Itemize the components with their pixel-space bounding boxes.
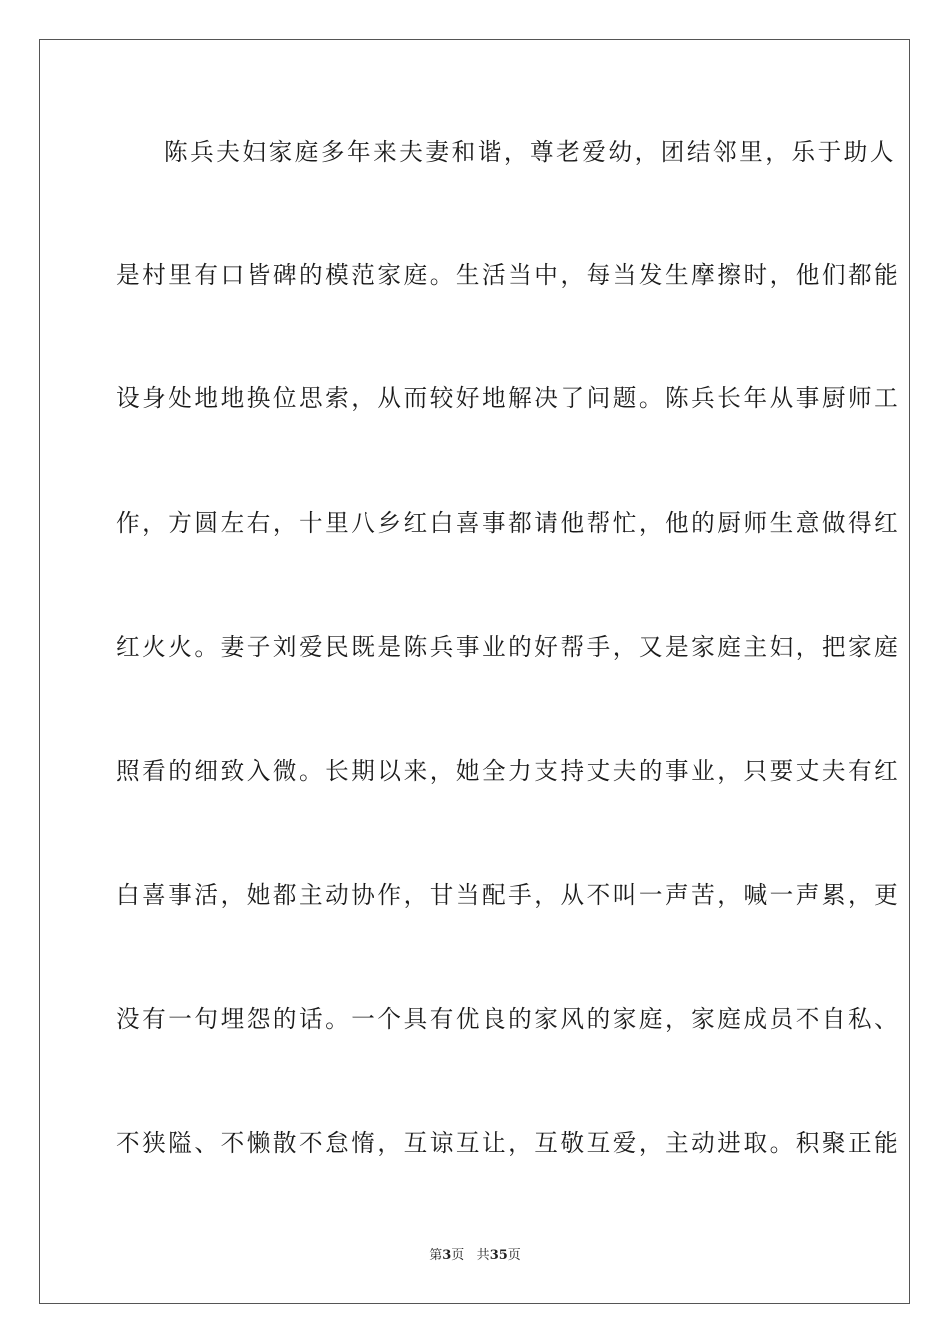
paragraph-line-4: 作，方圆左右，十里八乡红白喜事都请他帮忙，他的厨师生意做得红 [116,509,901,537]
paragraph-line-9: 不狭隘、不懒散不怠惰，互谅互让，互敬互爱，主动进取。积聚正能 [116,1129,901,1157]
paragraph-line-3: 设身处地地换位思索，从而较好地解决了问题。陈兵长年从事厨师工 [116,384,901,412]
paragraph-line-8: 没有一句埋怨的话。一个具有优良的家风的家庭，家庭成员不自私、 [116,1005,901,1033]
paragraph-line-5: 红火火。妻子刘爱民既是陈兵事业的好帮手，又是家庭主妇，把家庭 [116,633,901,661]
page-number: 3 [442,1248,452,1263]
paragraph-line-2: 是村里有口皆碑的模范家庭。生活当中，每当发生摩擦时，他们都能 [116,261,901,289]
paragraph-line-1: 陈兵夫妇家庭多年来夫妻和谐，尊老爱幼，团结邻里，乐于助人 [164,138,897,166]
page-border [39,39,910,1304]
page-suffix: 页 [451,1248,465,1263]
paragraph-line-7: 白喜事活，她都主动协作，甘当配手，从不叫一声苦，喊一声累，更 [116,881,901,909]
total-pages: 35 [489,1248,508,1263]
total-prefix: 共 [476,1248,490,1263]
page-footer [0,1247,950,1265]
total-suffix: 页 [507,1248,521,1263]
page-prefix: 第 [429,1248,443,1263]
paragraph-line-6: 照看的细致入微。长期以来，她全力支持丈夫的事业，只要丈夫有红 [116,757,901,785]
